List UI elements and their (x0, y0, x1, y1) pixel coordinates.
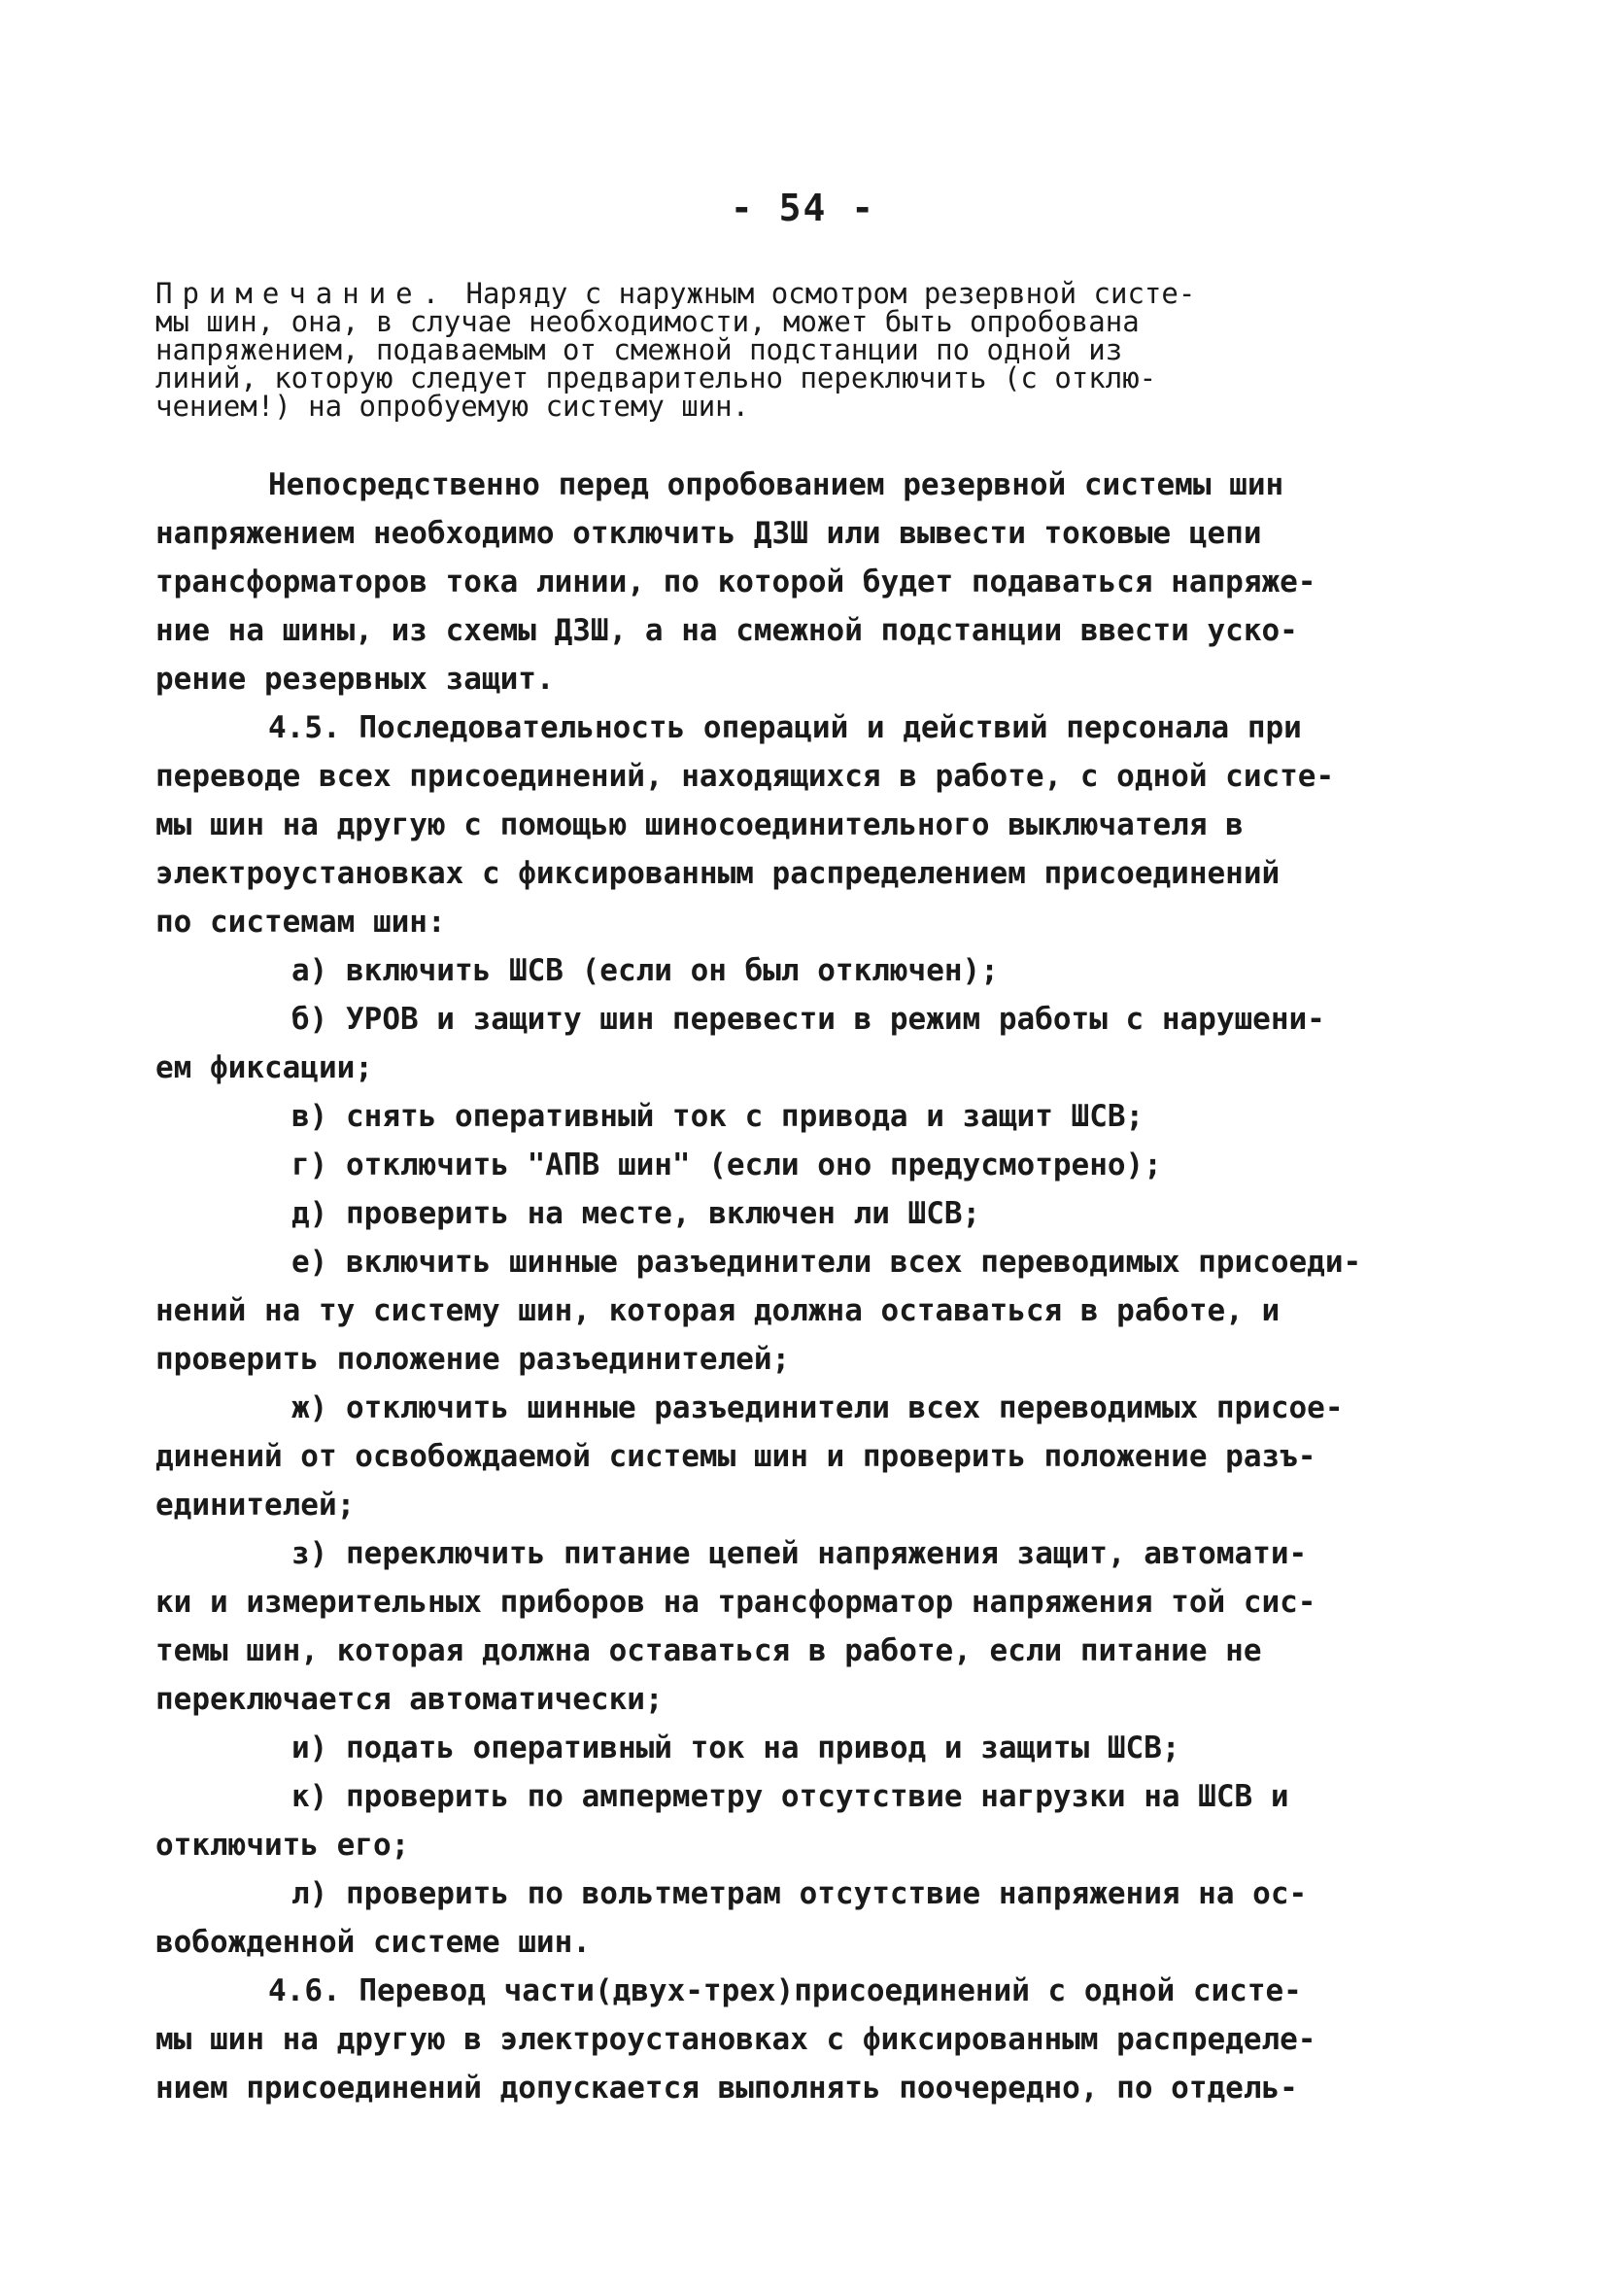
note-line: мы шин, она, в случае необходимости, может быть опробована (155, 305, 1140, 338)
body-line: 4.5. Последовательность операций и действий персонала при (268, 710, 1302, 745)
body-line: нений на ту систему шин, которая должна оставаться в работе, и (155, 1293, 1281, 1328)
body-line: трансформаторов тока линии, по которой будет подаваться напряже- (155, 565, 1316, 600)
note-line: напряжением, подаваемым от смежной подстанции по одной из (155, 333, 1123, 366)
body-line: Непосредственно перед опробованием резервной системы шин (268, 467, 1284, 502)
body-line: е) включить шинные разъединители всех переводимых присоеди- (291, 1245, 1362, 1280)
body-line: динений от освобождаемой системы шин и проверить положение разъ- (155, 1439, 1316, 1474)
body-line: переключается автоматически; (155, 1682, 664, 1717)
page-number: - 54 - (730, 187, 876, 229)
body-line: в) снять оперативный ток с привода и защит ШСВ; (291, 1099, 1145, 1134)
note-line: линий, которую следует предварительно переключить (с отклю- (155, 361, 1157, 394)
body-line: мы шин на другую в электроустановках с фиксированным распределе- (155, 2022, 1316, 2057)
body-line: з) переключить питание цепей напряжения защит, автомати- (291, 1536, 1308, 1571)
body-line: а) включить ШСВ (если он был отключен); (291, 953, 999, 988)
body-line: проверить положение разъединителей; (155, 1342, 791, 1377)
body-line: электроустановках с фиксированным распределением присоединений (155, 856, 1281, 891)
body-line: г) отключить "АПВ шин" (если оно предусмотрено); (291, 1148, 1162, 1182)
body-line: переводе всех присоединений, находящихся в работе, с одной систе- (155, 759, 1335, 794)
body-line: и) подать оперативный ток на привод и защиты ШСВ; (291, 1731, 1180, 1765)
body-line: ние на шины, из схемы ДЗШ, а на смежной подстанции ввести уско- (155, 613, 1298, 648)
body-line: нием присоединений допускается выполнять поочередно, по отдель- (155, 2071, 1298, 2106)
body-line: напряжением необходимо отключить ДЗШ или вывести токовые цепи (155, 516, 1262, 551)
body-line: 4.6. Перевод части(двух-трех)присоединений с одной систе- (268, 1973, 1302, 2008)
note-line-text: Наряду с наружным осмотром резервной систе- (449, 277, 1196, 310)
body-line: мы шин на другую с помощью шиносоединительного выключателя в (155, 807, 1244, 842)
body-line: отключить его; (155, 1828, 410, 1863)
body-line: к) проверить по амперметру отсутствие нагрузки на ШСВ и (291, 1779, 1289, 1814)
body-line: л) проверить по вольтметрам отсутствие напряжения на ос- (291, 1876, 1308, 1911)
body-line: ки и измерительных приборов на трансформатор напряжения той сис- (155, 1585, 1316, 1620)
note-line: чением!) на опробуемую систему шин. (155, 390, 750, 423)
note-heading: Примечание. (155, 277, 450, 310)
body-line: темы шин, которая должна оставаться в работе, если питание не (155, 1633, 1262, 1668)
body-line: вобожденной системе шин. (155, 1925, 591, 1960)
body-line: рение резервных защит. (155, 662, 555, 697)
body-text (155, 461, 1457, 2112)
body-line: ем фиксации; (155, 1050, 373, 1085)
body-line: д) проверить на месте, включен ли ШСВ; (291, 1196, 981, 1231)
note-block (155, 277, 1438, 423)
body-line: по системам шин: (155, 905, 446, 940)
note-line (155, 277, 1438, 310)
body-line: ж) отключить шинные разъединители всех переводимых присое- (291, 1390, 1344, 1425)
body-line: единителей; (155, 1488, 356, 1523)
body-line: б) УРОВ и защиту шин перевести в режим работы с нарушени- (291, 1002, 1325, 1037)
